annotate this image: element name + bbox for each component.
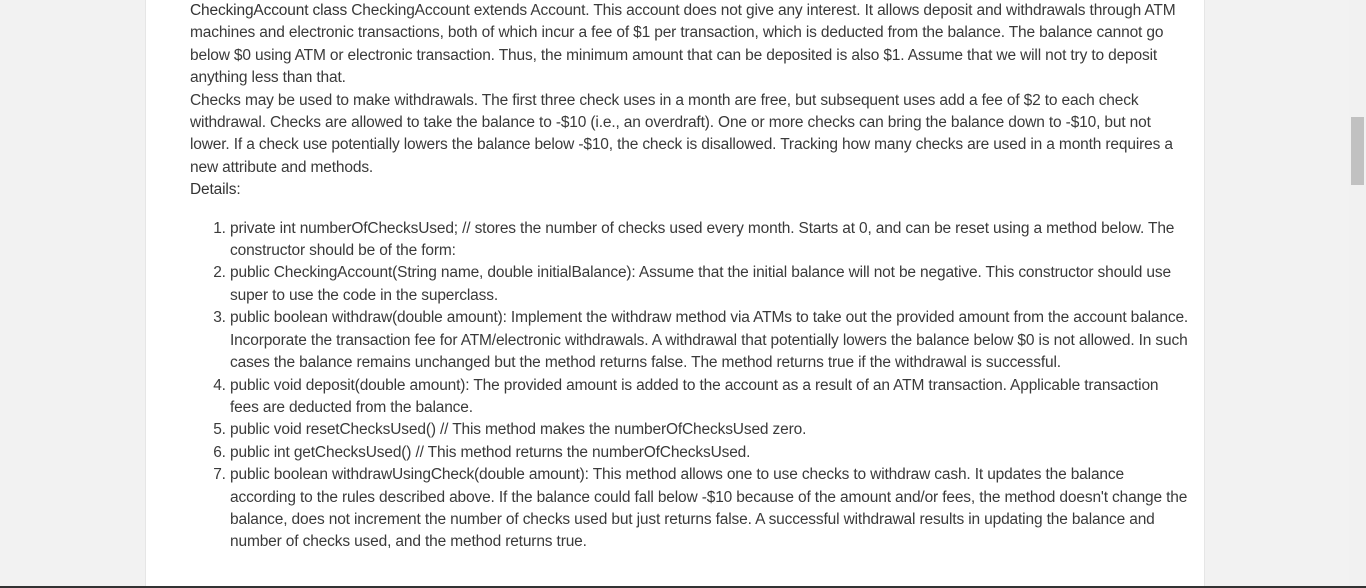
list-item: 7. public boolean withdrawUsingCheck(double amount): This method allows one to use checks to withdraw cash. It updates the balance according to the rules described above. If the balance could fall below -$10 because of the amount and/or fees, the method doesn't change the balance, does not increment the number of checks used but just returns false. A successful withdrawal results in updating the balance and number of checks used, and the method returns true. [230, 464, 1190, 554]
document-page [145, 0, 1205, 588]
list-item: 6. public int getChecksUsed() // This method returns the numberOfChecksUsed. [230, 442, 1190, 464]
list-item: 5. public void resetChecksUsed() // This method makes the numberOfChecksUsed zero. [230, 419, 1190, 441]
list-item: 1. private int numberOfChecksUsed; // stores the number of checks used every month. Starts at 0, and can be reset using a method below. The constructor should be of the form: [230, 218, 1190, 263]
list-item: 2. public CheckingAccount(String name, double initialBalance): Assume that the initial balance will not be negative. This constructor should use super to use the code in the superclass. [230, 262, 1190, 307]
class-name-heading: CheckingAccount class [190, 2, 348, 19]
intro-text: CheckingAccount extends Account. This account does not give any interest. It allows deposit and withdrawals through ATM machines and electronic transactions, both of which incur a fee of $1 per transaction, which is deducted from the balance. The balance cannot go below $0 using ATM or electronic transaction. Thus, the minimum amount that can be deposited is also $1. Assume that we will not try to deposit anything less than that. [190, 2, 1176, 87]
list-item: 3. public boolean withdraw(double amount): Implement the withdraw method via ATMs to take out the provided amount from the account balance. Incorporate the transaction fee for ATM/electronic withdrawals. A withdrawal that potentially lowers the balance below $0 is not allowed. In such cases the balance remains unchanged but the method returns false. The method returns true if the withdrawal is successful. [230, 307, 1190, 374]
details-label: Details: [190, 181, 241, 199]
vertical-scrollbar[interactable] [1349, 0, 1366, 588]
list-item: 4. public void deposit(double amount): The provided amount is added to the account as a result of an ATM transaction. Applicable transaction fees are deducted from the balance. [230, 375, 1190, 420]
document-content [190, 0, 1190, 554]
scrollbar-thumb[interactable] [1351, 117, 1364, 185]
details-list [190, 218, 1190, 554]
intro-paragraph [190, 0, 1190, 90]
checks-paragraph: Checks may be used to make withdrawals. The first three check uses in a month are free, but subsequent uses add a fee of $2 to each check withdrawal. Checks are allowed to take the balance to -$10 (i.e., an overdraft). One or more checks can bring the balance down to -$10, but not lower. If a check use potentially lowers the balance below -$10, the check is disallowed. Tracking how many checks are used in a month requires a new attribute and methods. [190, 91, 1173, 176]
